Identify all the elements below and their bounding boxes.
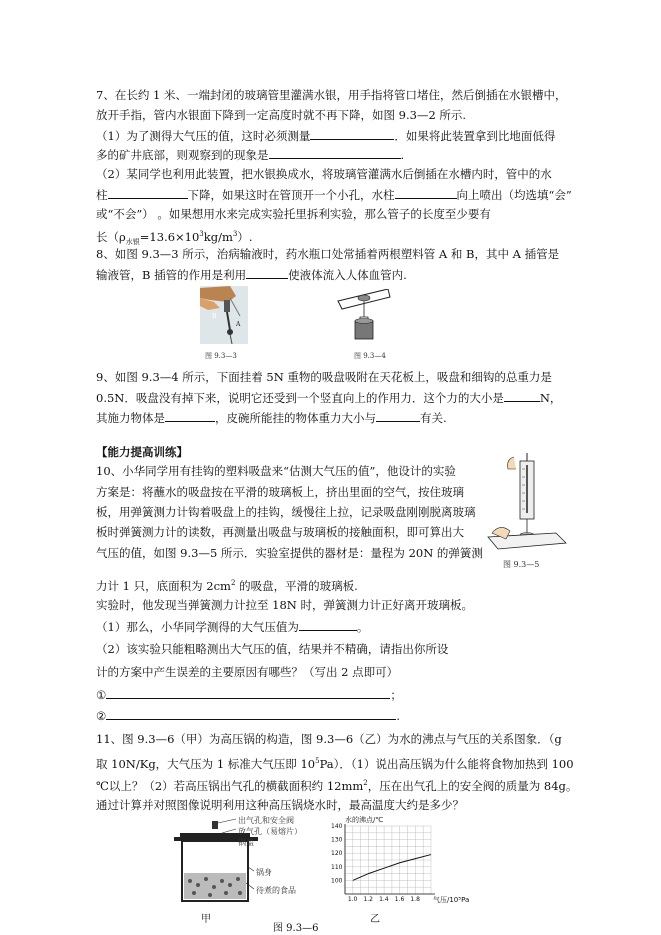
q7-text: . — [400, 148, 405, 162]
q10-line-8 — [96, 618, 368, 635]
q10-line-4: 板时弹簧测力计的读数，再测量出吸盘与玻璃板的接触面积，即可算出大 — [96, 525, 464, 539]
q8-text: 输液管，B 插管的作用是利用 — [96, 268, 247, 282]
q10-line-3: 板，用弹簧测力计钩着吸盘上的挂钩，缓慢往上拉，记录吸盘刚刚脱离玻璃 — [96, 505, 476, 519]
figure-caption: 图 9.3—4 — [354, 352, 386, 360]
q10-text: （1）那么，小华同学测得的大气压值为 — [96, 620, 299, 634]
q7-text: kg/m — [203, 229, 233, 244]
cooker-label: 锅身 — [256, 868, 272, 877]
figure-label-yi: 乙 — [370, 914, 380, 925]
q7-sup: 3 — [232, 230, 238, 238]
q7-line-6 — [96, 186, 572, 203]
q11-text: 取 10N/Kg，大气压为 1 标准大气压即 10 — [96, 756, 316, 771]
q10-text: ； — [390, 688, 402, 702]
q10-answer-2 — [96, 707, 400, 724]
q7-sup: 3 — [199, 230, 204, 238]
q7-line-1: 7、在长约 1 米、一端封闭的玻璃管里灌满水银，用手指将管口堵住，然后倒插在水银槽中， — [96, 88, 567, 102]
y-tick-label: 110 — [331, 863, 343, 871]
x-tick-label: 1.0 — [347, 896, 358, 903]
q10-line-2: 方案是：将蘸水的吸盘按在平滑的玻璃板上，挤出里面的空气，按住玻璃 — [96, 485, 464, 499]
q9-line-3 — [96, 409, 447, 426]
answer-blank[interactable] — [299, 618, 357, 631]
q10-text: 力计 1 只，底面积为 2cm — [96, 578, 231, 593]
q10-sup: 2 — [230, 579, 236, 587]
q7-text: 柱 — [96, 188, 108, 202]
q7-line-5: （2）某同学也利用此装置，把水银换成水，将玻璃管灌满水后倒插在水槽内时，管中的水 — [96, 167, 552, 181]
q7-text: （1）为了测得大气压的值，这时必须测量 — [96, 129, 311, 143]
q10-line-9: （2）该实验只能粗略测出大气压的值，结果并不精确，请指出你所设 — [96, 642, 449, 656]
q7-text: =13.6×10 — [139, 229, 200, 244]
q7-line-2: 放开手指，管内水银面下降到一定高度时就不再下降，如图 9.3—2 所示. — [96, 108, 467, 122]
answer-blank[interactable] — [269, 146, 401, 159]
q10-line-7: 实验时，他发现当弹簧测力计拉至 18N 时，弹簧测力计正好离开玻璃板。 — [96, 598, 474, 612]
chart-title: 水的沸点/℃ — [345, 816, 384, 824]
svg-text:B: B — [212, 313, 217, 320]
figure-caption: 图 9.3—3 — [205, 352, 237, 360]
x-tick-label: 1.8 — [410, 896, 420, 903]
q10-answer-1 — [96, 686, 402, 703]
q11-sup: 5 — [315, 757, 320, 765]
x-tick-label: 1.2 — [363, 896, 374, 903]
q7-text: 向上喷出（均选填“会” — [456, 188, 572, 202]
answer-blank[interactable] — [395, 186, 457, 199]
q9-line-1: 9、如图 9.3—4 所示，下面挂着 5N 重物的吸盘吸附在天花板上，吸盘和细钩的总重力是 — [96, 370, 552, 384]
q10-text: 。 — [356, 620, 369, 634]
x-tick-label: 1.6 — [394, 896, 405, 903]
q7-text: 长（ρ — [96, 229, 126, 244]
q7-line-7: 或“不会”） 。如果想用水来完成实验托里拆利实验，那么管子的长度至少要有 — [96, 207, 491, 221]
iv-bottle-figure — [200, 286, 248, 344]
q11-line-3 — [96, 775, 577, 794]
q7-line-4 — [96, 146, 404, 163]
cooker-label: 放气孔（易熔片） — [238, 827, 302, 836]
q8-line-2 — [96, 266, 407, 283]
q9-text: N， — [539, 391, 562, 405]
answer-blank[interactable] — [246, 266, 288, 279]
q10-text: . — [396, 709, 400, 723]
q10-text: ② — [96, 709, 107, 723]
q11-text: ，压在出气孔上的安全阀的质量为 84g。 — [367, 778, 578, 793]
q10-line-5: 气压的值，如图 9.3—5 所示．实验室提供的器材是：量程为 20N 的弹簧测 — [96, 546, 483, 560]
q9-text: 有关. — [420, 411, 447, 425]
q9-text: 0.5N．吸盘没有掉下来，说明它还受到一个竖直向上的作用力．这个力的大小是 — [96, 391, 504, 405]
q11-line-1: 11、图 9.3—6（甲）为高压锅的构造，图 9.3—6（乙）为水的沸点与气压的关系图象．（g — [96, 732, 562, 746]
section-title: 【能力提高训练】 — [96, 445, 188, 459]
answer-blank[interactable] — [106, 686, 390, 699]
q7-text: 下降，如果这时在管顶开一个小孔，水柱 — [187, 188, 395, 202]
q11-sup: 2 — [363, 779, 368, 787]
suction-cup-figure — [336, 289, 392, 345]
figure-caption: 图 9.3—6 — [273, 923, 319, 934]
chart-x-label: 气压/10⁵Pa — [433, 896, 470, 904]
answer-blank[interactable] — [165, 409, 215, 422]
answer-blank[interactable] — [376, 409, 420, 422]
q9-text: ，皮碗所能挂的物体重力大小与 — [215, 411, 376, 425]
q7-text: 多的矿井底部，则观察到的现象是 — [96, 148, 269, 162]
q10-line-1: 10、小华同学用有挂钩的塑料吸盘来“估测大气压的值”，他设计的实验 — [96, 464, 456, 478]
q8-line-1: 8、如图 9.3—3 所示，治病输液时，药水瓶口处常插着两根塑料管 A 和 B，其中 A 插管是 — [96, 247, 560, 261]
svg-text:A: A — [236, 321, 241, 328]
cooker-label: 待煮的食品 — [256, 886, 296, 895]
y-tick-label: 120 — [331, 850, 343, 858]
figure-caption: 图 9.3—5 — [503, 560, 540, 569]
boiling-point-chart-svg — [323, 814, 473, 914]
q11-text: ℃以上？（2）若高压锅出气孔的横截面积约 12mm — [96, 778, 364, 793]
q8-text: 使液体流入人体血管内. — [288, 268, 407, 282]
q11-text: Pa）．（1）说出高压锅为什么能将食物加热到 100 — [319, 756, 574, 771]
q10-text: 的吸盘，平滑的玻璃板. — [235, 578, 358, 593]
q7-text: ．如果将此装置拿到比地面低得 — [394, 129, 556, 143]
q10-line-10: 计的方案中产生误差的主要原因有哪些？（写出 2 点即可） — [96, 665, 399, 679]
figure-label-jia: 甲 — [201, 914, 211, 925]
q9-line-2 — [96, 389, 561, 406]
y-tick-label: 130 — [331, 836, 343, 844]
answer-blank[interactable] — [106, 707, 396, 720]
spring-scale-figure — [484, 453, 568, 555]
answer-blank[interactable] — [310, 127, 394, 140]
y-tick-label: 100 — [331, 877, 343, 885]
q10-line-6 — [96, 575, 358, 594]
q7-line-3 — [96, 127, 555, 144]
q11-line-4: 通过计算并对照图像说明利用这种高压锅烧水时，最高温度大约是多少？ — [96, 798, 464, 812]
q7-text: ）. — [237, 229, 253, 244]
q9-text: 其施力物体是 — [96, 411, 165, 425]
answer-blank[interactable] — [504, 389, 540, 402]
q7-subscript: 水银 — [125, 238, 140, 247]
boiling-point-chart — [323, 814, 473, 914]
q11-line-2 — [96, 753, 574, 772]
x-tick-label: 1.4 — [379, 896, 389, 903]
answer-blank[interactable] — [108, 186, 188, 199]
q10-text: ① — [96, 688, 107, 702]
cooker-label: 出气孔和安全阀 — [238, 816, 294, 825]
y-tick-label: 140 — [331, 823, 343, 830]
cooker-label: 锅盖 — [238, 838, 254, 847]
